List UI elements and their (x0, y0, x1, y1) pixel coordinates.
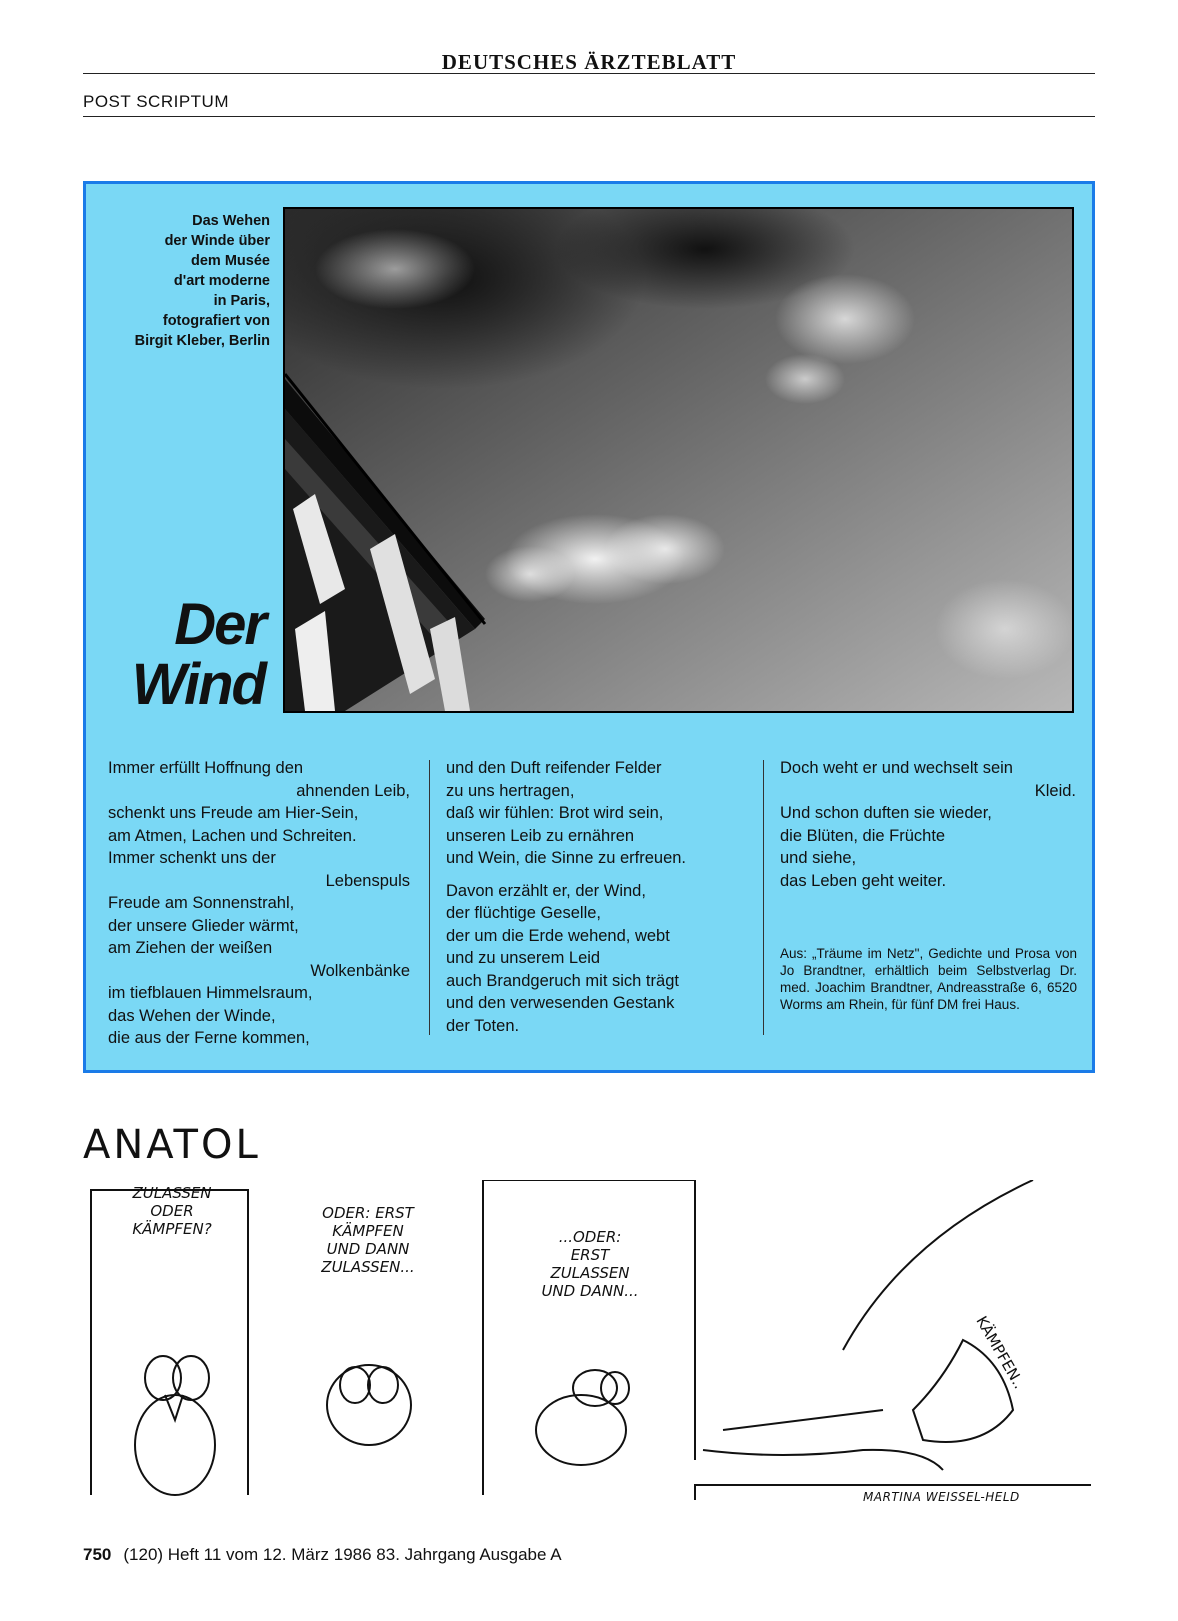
poem-line: zu uns hertragen, (446, 781, 575, 800)
headline-line: Wind (131, 652, 265, 717)
section-rule (83, 116, 1095, 117)
poem-line: Und schon duften sie wieder, (780, 804, 992, 822)
comic-strip (83, 1180, 1095, 1430)
poem-line: Freude am Sonnenstrahl, (108, 894, 295, 912)
column-divider (429, 760, 430, 1035)
poem-line: schenkt uns Freude am Hier-Sein, (108, 804, 359, 822)
source-note: Aus: „Träume im Netz", Gedichte und Prosa von Jo Brandtner, erhältlich beim Selbstverlag Dr. med. Joachim Brandtner, Andreasstraße 6, 6520 Worms am Rhein, für fünf DM frei Haus. (780, 946, 1077, 1012)
caption-line: d'art moderne (173, 273, 270, 289)
article-headline (86, 592, 265, 717)
comic-signature: MARTINA WEISSEL-HELD (863, 1490, 1020, 1504)
masthead-rule (83, 73, 1095, 74)
poem-line: Immer erfüllt Hoffnung den (108, 759, 304, 777)
poem-line: Kleid. (1034, 781, 1076, 800)
photo-caption (96, 211, 270, 351)
page-number: 750 (83, 1545, 112, 1564)
poem-line: daß wir fühlen: Brot wird sein, (446, 804, 664, 822)
poem-line: im tiefblauen Himmelsraum, (108, 984, 313, 1002)
poem-line: und zu unserem Leid (446, 949, 601, 967)
poem-line: der unsere Glieder wärmt, (108, 916, 299, 935)
masthead: DEUTSCHES ÄRZTEBLATT (441, 50, 737, 74)
caption-line: fotografiert von (162, 313, 270, 329)
feature-box (83, 181, 1095, 1073)
sky-photo (283, 207, 1074, 713)
panel-3-speech: ...ODER: ERST ZULASSEN UND DANN... (541, 1228, 639, 1300)
poem-line: der um die Erde wehend, webt (446, 926, 670, 945)
caption-line: Birgit Kleber, Berlin (134, 333, 270, 349)
poem-line: und den verwesenden Gestank (446, 994, 675, 1012)
poem-line: die Blüten, die Früchte (780, 826, 946, 845)
poem-line: das Wehen der Winde, (108, 1006, 276, 1025)
caption-line: in Paris, (213, 293, 270, 309)
poem-line: Immer schenkt uns der (108, 849, 276, 867)
issue-info: (120) Heft 11 vom 12. März 1986 83. Jahrgang Ausgabe A (123, 1545, 562, 1564)
poem-line: Davon erzählt er, der Wind, (446, 881, 646, 900)
panel-2-speech: ODER: ERST KÄMPFEN UND DANN ZULASSEN... (321, 1204, 415, 1276)
column-divider (763, 760, 764, 1035)
poem-line: und Wein, die Sinne zu erfreuen. (446, 849, 687, 867)
poem-line: unseren Leib zu ernähren (446, 826, 635, 845)
comic-title: ANATOL (83, 1122, 261, 1168)
poem-line: am Ziehen der weißen (108, 939, 273, 957)
poem-column-1 (108, 757, 410, 1050)
caption-line: dem Musée (191, 253, 270, 269)
poem-line: Wolkenbänke (310, 961, 410, 980)
sky-photo-image (285, 209, 1072, 711)
panel-4-speech: KÄMPFEN.. (972, 1313, 1029, 1392)
poem-line: Lebenspuls (325, 871, 410, 890)
poem-line: und siehe, (780, 849, 857, 867)
poem-line: die aus der Ferne kommen, (108, 1029, 310, 1047)
poem-line: und den Duft reifender Felder (446, 759, 662, 777)
poem-line: das Leben geht weiter. (780, 871, 947, 890)
poem-line: Doch weht er und wechselt sein (780, 759, 1013, 777)
headline-line: Der (174, 592, 265, 657)
panel-1-speech: ZULASSEN ODER KÄMPFEN? (132, 1184, 212, 1238)
page-footer (83, 1545, 562, 1565)
poem-line: der Toten. (446, 1016, 520, 1035)
poem-line: am Atmen, Lachen und Schreiten. (108, 826, 357, 845)
poem-column-2 (446, 757, 741, 1037)
poem-line: der flüchtige Geselle, (446, 904, 602, 922)
section-label: POST SCRIPTUM (83, 92, 229, 111)
poem-line: ahnenden Leib, (296, 781, 410, 800)
caption-line: der Winde über (164, 233, 270, 249)
poem-column-3 (780, 757, 1076, 892)
caption-line: Das Wehen (192, 213, 270, 229)
poem-line: auch Brandgeruch mit sich trägt (446, 971, 679, 990)
